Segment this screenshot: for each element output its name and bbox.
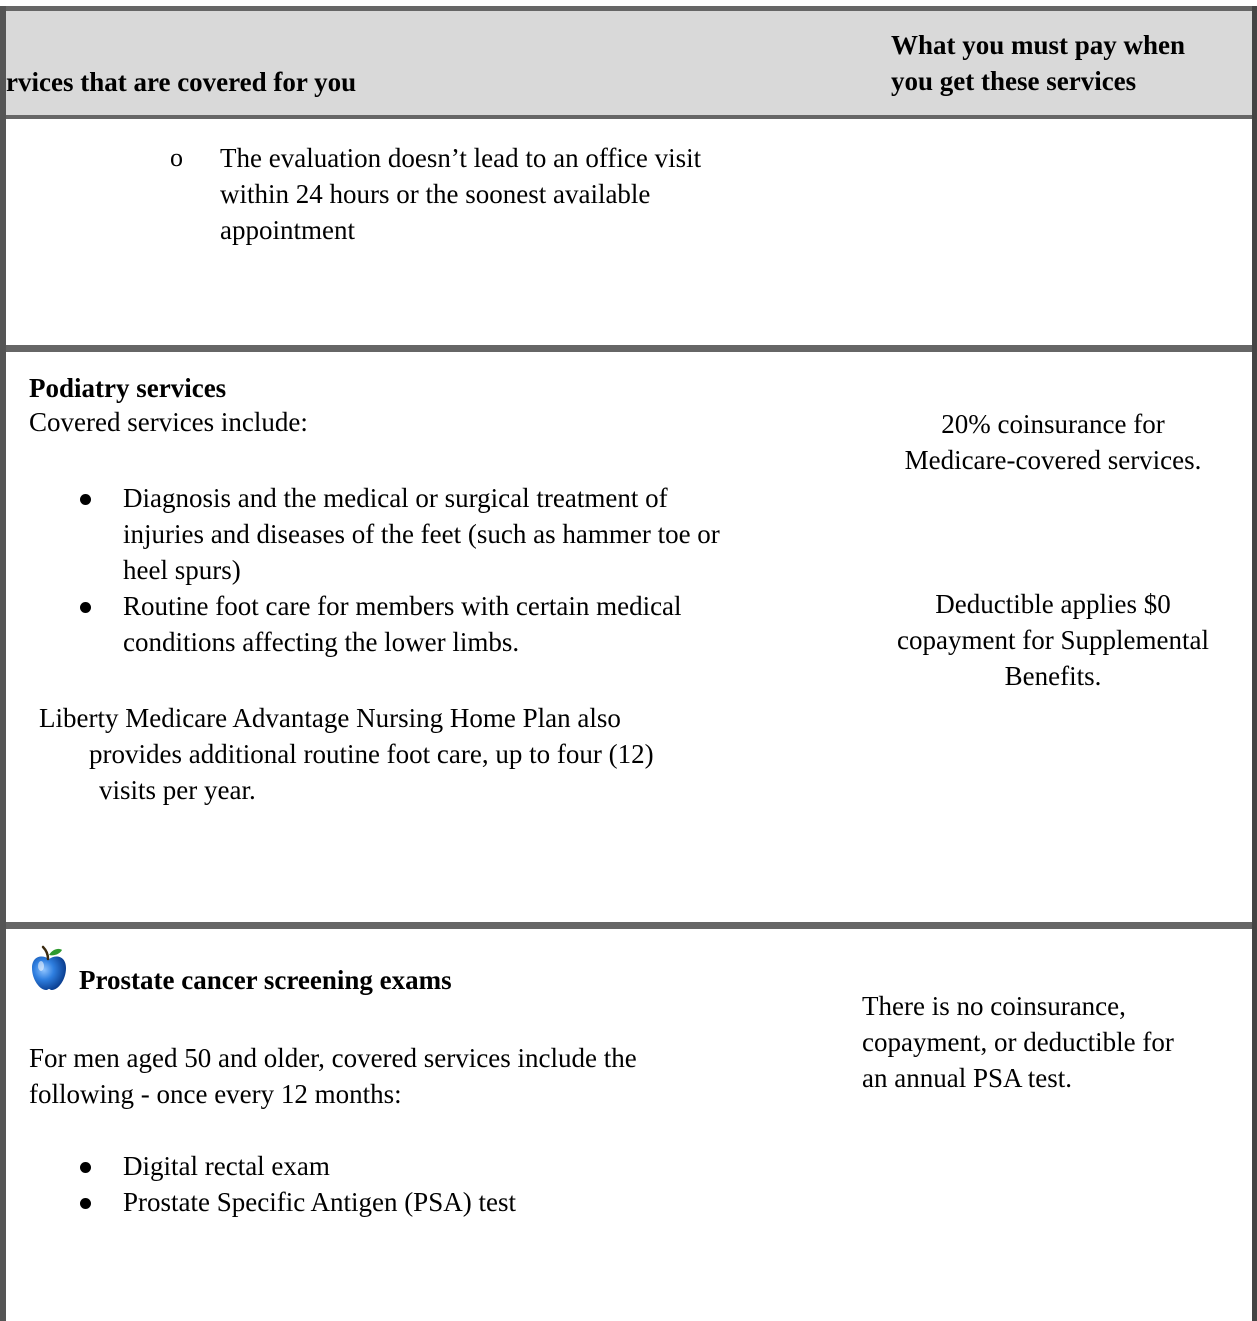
header-what-you-pay-line1: What you must pay when [891,30,1186,60]
row-divider-2 [6,922,1252,929]
table-right-border [1252,6,1257,1321]
podiatry-bullet1-line2: injuries and diseases of the feet (such as hammer toe or [123,519,720,549]
bullet-dot [80,602,91,613]
prostate-intro-line1: For men aged 50 and older, covered services include the [29,1043,637,1073]
podiatry-bullet1-line3: heel spurs) [123,555,241,585]
apple-icon [29,944,69,992]
prostate-cost-line2: copayment, or deductible for [862,1027,1174,1057]
podiatry-extra-line1: Liberty Medicare Advantage Nursing Home Plan also [39,703,621,733]
header-what-you-pay [891,27,1251,99]
podiatry-extra-line2: provides additional routine foot care, up to four (12) [89,739,654,769]
podiatry-title: Podiatry services [29,373,227,403]
bullet-dot [80,1198,91,1209]
bullet-dot [80,1162,91,1173]
podiatry-bullet1-line1: Diagnosis and the medical or surgical treatment of [123,483,668,513]
prostate-bullet-2: Prostate Specific Antigen (PSA) test [123,1187,516,1217]
evaluation-text-line2: within 24 hours or the soonest available [220,179,651,209]
prostate-title: Prostate cancer screening exams [79,965,452,995]
podiatry-cost1-line1: 20% coinsurance for [941,409,1165,439]
prostate-bullet-1: Digital rectal exam [123,1151,330,1181]
podiatry-cost1-line2: Medicare-covered services. [904,445,1202,475]
list-marker-circle: o [170,143,183,172]
evaluation-text-line3: appointment [220,215,355,245]
prostate-cost-line1: There is no coinsurance, [862,991,1126,1021]
header-covered-services: rvices that are covered for you [6,67,357,97]
header-what-you-pay-line2: you get these services [891,66,1137,96]
prostate-cost-line3: an annual PSA test. [862,1063,1072,1093]
header-divider [6,115,1252,119]
podiatry-bullet2-line2: conditions affecting the lower limbs. [123,627,520,657]
bullet-dot [80,494,91,505]
table-top-border [0,6,1257,11]
row-divider-1 [6,345,1252,352]
podiatry-extra-line3: visits per year. [99,775,256,805]
prostate-intro-line2: following - once every 12 months: [29,1079,402,1109]
podiatry-cost-supplemental [860,586,1246,694]
podiatry-cost-coinsurance [860,406,1246,478]
evaluation-text-line1: The evaluation doesn’t lead to an office visit [220,143,702,173]
table-left-border [0,6,6,1321]
podiatry-cost2-line3: Benefits. [1004,661,1102,691]
podiatry-cost2-line1: Deductible applies $0 [935,589,1171,619]
podiatry-intro: Covered services include: [29,407,308,437]
podiatry-bullet2-line1: Routine foot care for members with certain medical [123,591,682,621]
podiatry-cost2-line2: copayment for Supplemental [897,625,1209,655]
